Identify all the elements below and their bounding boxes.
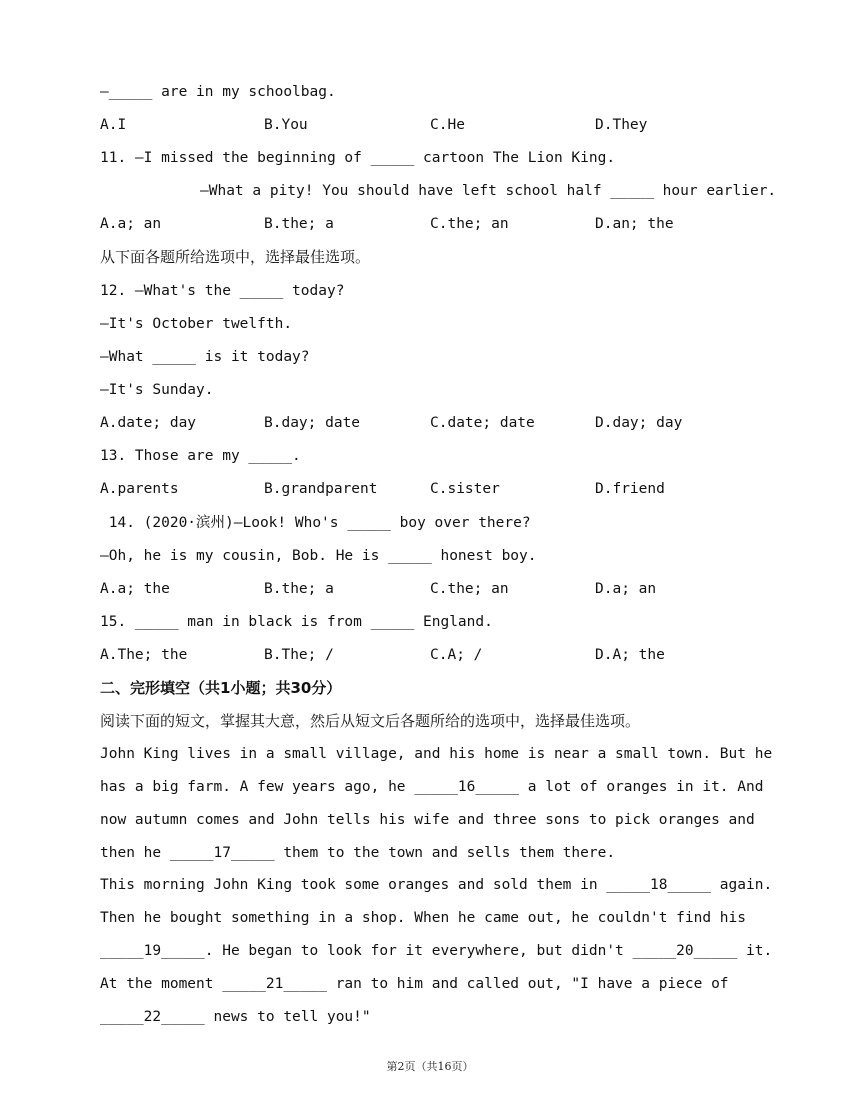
- q15-options: [100, 646, 800, 664]
- q14-reply: —Oh, he is my cousin, Bob. He is _____ honest boy.: [100, 548, 537, 564]
- section-instruction: 阅读下面的短文，掌握其大意，然后从短文后各题所给的选项中，选择最佳选项。: [100, 712, 641, 730]
- q12-option-d: D.day; day: [595, 415, 683, 431]
- q12-option-c: C.date; date: [430, 415, 535, 431]
- q15-option-c: C.A; /: [430, 647, 483, 663]
- q10-option-b: B.You: [264, 117, 308, 133]
- q10-options: [100, 116, 800, 134]
- q13-option-a: A.parents: [100, 481, 179, 497]
- q12-option-a: A.date; day: [100, 415, 197, 431]
- passage-line: This morning John King took some oranges and sold them in _____18_____ again.: [100, 877, 773, 893]
- q11-option-b: B.the; a: [264, 216, 334, 232]
- q15-option-d: D.A; the: [595, 647, 665, 663]
- q15-option-a: A.The; the: [100, 647, 188, 663]
- q10-option-a: A.I: [100, 117, 127, 133]
- q11-options: [100, 215, 800, 233]
- q14-options: [100, 580, 800, 598]
- q13-option-c: C.sister: [430, 481, 500, 497]
- q14-option-b: B.the; a: [264, 581, 334, 597]
- q11-option-c: C.the; an: [430, 216, 509, 232]
- q12-line-2: —It's October twelfth.: [100, 316, 293, 332]
- q10-stem: —_____ are in my schoolbag.: [100, 84, 336, 100]
- passage-line: At the moment _____21_____ ran to him and called out, "I have a piece of: [100, 976, 729, 992]
- passage-line: Then he bought something in a shop. When he came out, he couldn't find his: [100, 910, 747, 926]
- q12-line-4: —It's Sunday.: [100, 382, 214, 398]
- q11-option-d: D.an; the: [595, 216, 674, 232]
- passage-line: has a big farm. A few years ago, he _____16_____ a lot of oranges in it. And: [100, 779, 764, 795]
- q12-option-b: B.day; date: [264, 415, 361, 431]
- page-footer: 第2页（共16页）: [386, 1060, 474, 1073]
- q14-option-d: D.a; an: [595, 581, 657, 597]
- q13-stem: 13. Those are my _____.: [100, 448, 301, 464]
- passage-line: _____22_____ news to tell you!": [100, 1009, 371, 1025]
- q15-stem: 15. _____ man in black is from _____ England.: [100, 614, 493, 630]
- q11-option-a: A.a; an: [100, 216, 162, 232]
- q14-option-a: A.a; the: [100, 581, 170, 597]
- passage-line: John King lives in a small village, and his home is near a small town. But he: [100, 746, 773, 762]
- q11-stem: 11. —I missed the beginning of _____ cartoon The Lion King.: [100, 150, 616, 166]
- section-title: 二、完形填空（共1小题；共30分）: [100, 679, 342, 697]
- passage-line: _____19_____. He began to look for it everywhere, but didn't _____20_____ it.: [100, 943, 773, 959]
- q15-option-b: B.The; /: [264, 647, 334, 663]
- q14-option-c: C.the; an: [430, 581, 509, 597]
- q14-stem: 14. (2020·滨州)—Look! Who's _____ boy over there?: [100, 515, 531, 531]
- q12-options: [100, 414, 800, 432]
- q13-options: [100, 480, 800, 498]
- passage-line: then he _____17_____ them to the town and sells them there.: [100, 845, 616, 861]
- q13-option-b: B.grandparent: [264, 481, 378, 497]
- choose-instruction: 从下面各题所给选项中，选择最佳选项。: [100, 248, 371, 266]
- passage-line: now autumn comes and John tells his wife and three sons to pick oranges and: [100, 812, 755, 828]
- q12-line-3: —What _____ is it today?: [100, 349, 310, 365]
- q12-line-1: 12. —What's the _____ today?: [100, 283, 345, 299]
- q11-reply: —What a pity! You should have left school half _____ hour earlier.: [200, 183, 777, 199]
- q10-option-d: D.They: [595, 117, 648, 133]
- q10-option-c: C.He: [430, 117, 465, 133]
- q13-option-d: D.friend: [595, 481, 665, 497]
